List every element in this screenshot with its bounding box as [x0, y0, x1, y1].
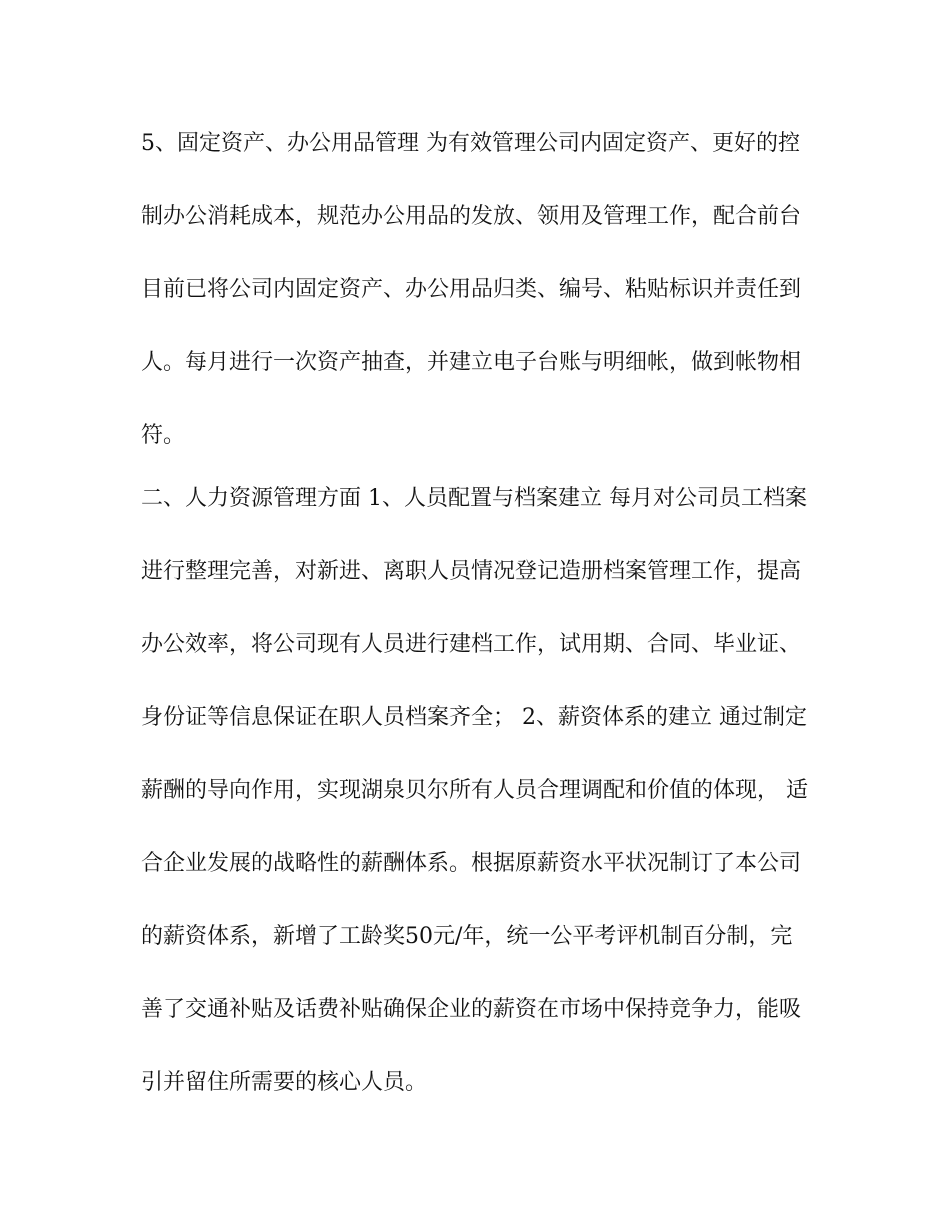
text-line: 薪酬的导向作用，实现湖泉贝尔所有人员合理调配和价值的体现， 适	[141, 778, 808, 803]
text-line: 5、固定资产、办公用品管理 为有效管理公司内固定资产、更好的控	[141, 131, 800, 156]
text-line: 制办公消耗成本，规范办公用品的发放、领用及管理工作，配合前台	[141, 204, 802, 229]
text-line: 进行整理完善，对新进、离职人员情况登记造册档案管理工作，提高	[141, 559, 802, 584]
text-line: 引并留住所需要的核心人员。	[141, 1070, 428, 1095]
text-line: 合企业发展的战略性的薪酬体系。根据原薪资水平状况制订了本公司	[141, 851, 802, 876]
text-line: 人。每月进行一次资产抽查，并建立电子台账与明细帐，做到帐物相	[141, 350, 802, 375]
text-line: 办公效率，将公司现有人员进行建档工作，试用期、合同、毕业证、	[141, 632, 802, 657]
text-line: 目前已将公司内固定资产、办公用品归类、编号、粘贴标识并责任到	[141, 277, 802, 302]
text-line: 善了交通补贴及话费补贴确保企业的薪资在市场中保持竞争力，能吸	[141, 997, 802, 1022]
text-line: 符。	[141, 423, 186, 448]
text-line: 二、人力资源管理方面 1、人员配置与档案建立 每月对公司员工档案	[141, 486, 807, 511]
text-line: 身份证等信息保证在职人员档案齐全； 2、薪资体系的建立 通过制定	[141, 705, 807, 730]
text-line: 的薪资体系，新增了工龄奖50元/年，统一公平考评机制百分制，完	[141, 924, 793, 949]
